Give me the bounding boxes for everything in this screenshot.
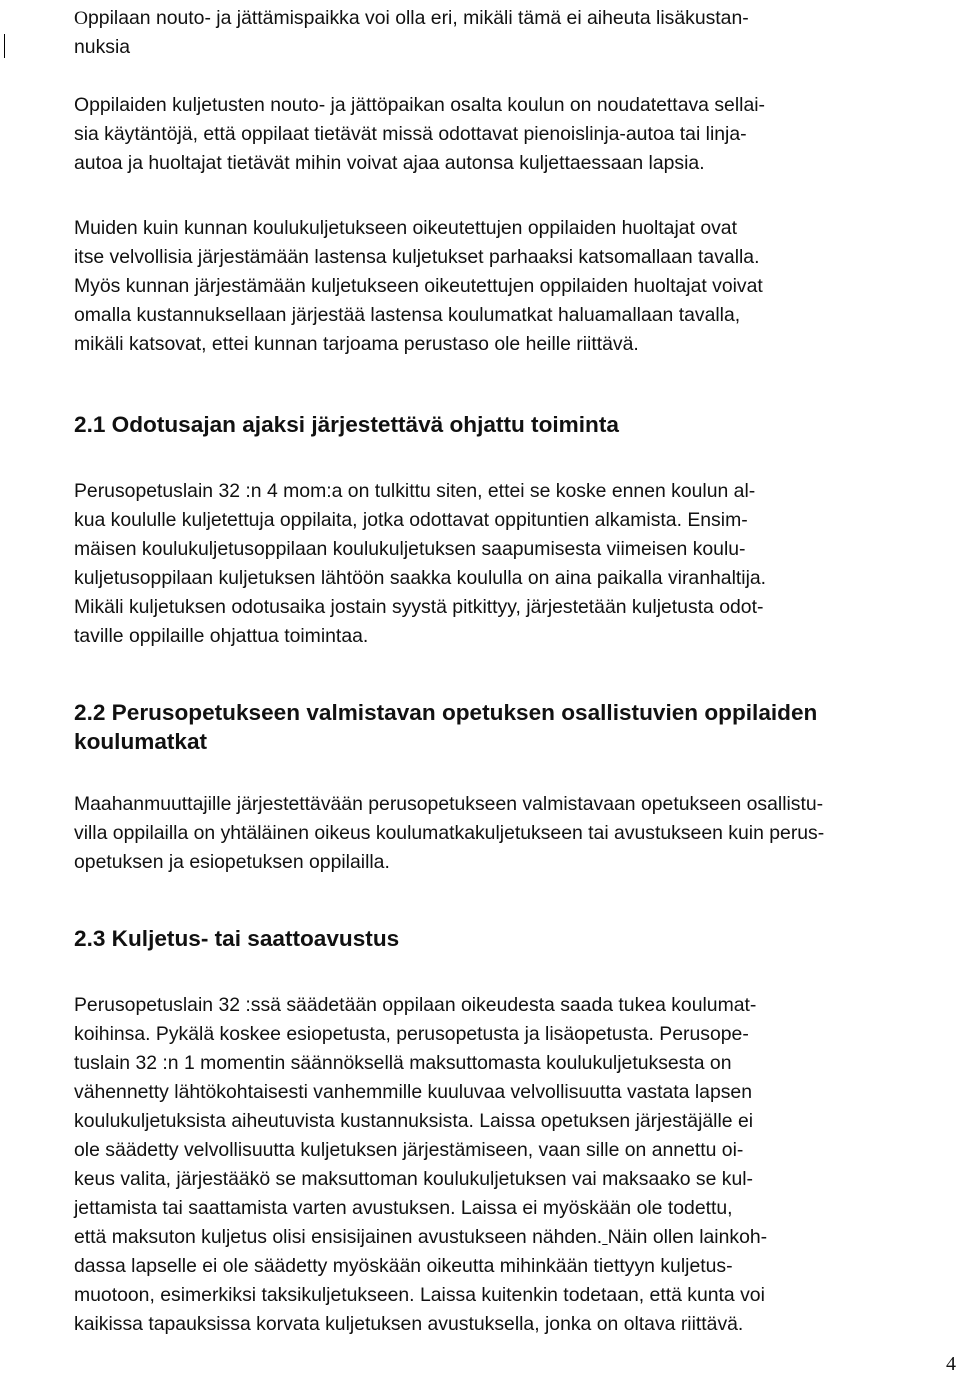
paragraph-line — [74, 4, 749, 33]
paragraph-line: mikäli katsovat, ettei kunnan tarjoama perustaso ole heille riittävä. — [74, 333, 639, 355]
section-heading-2-2 — [74, 698, 817, 756]
paragraph-line: tuslain 32 :n 1 momentin säännöksellä maksuttomasta koulukuljetuksesta on — [74, 1052, 732, 1074]
paragraph-line: mäisen koulukuljetusoppilaan koulukuljetuksen saapumisesta viimeisen koulu- — [74, 538, 746, 560]
paragraph-line: kua koululle kuljetettuja oppilaita, jotka odottavat oppituntien alkamista. Ensim- — [74, 509, 748, 531]
paragraph-waiting-time — [74, 477, 766, 651]
paragraph-line: sia käytäntöjä, että oppilaat tietävät missä odottavat pienoislinja-autoa tai linja- — [74, 123, 747, 145]
paragraph-line: jettamista tai saattamista varten avustuksen. Laissa ei myöskään ole todettu, — [74, 1197, 733, 1219]
line-text: että maksuton kuljetus olisi ensisijainen avustukseen nähden. — [74, 1226, 603, 1248]
paragraph-line: Muiden kuin kunnan koulukuljetukseen oikeutettujen oppilaiden huoltajat ovat — [74, 217, 737, 239]
heading-text: 2.1 Odotusajan ajaksi järjestettävä ohjattu toiminta — [74, 412, 619, 437]
paragraph-line: keus valita, järjestääkö se maksuttoman koulukuljetuksen vai maksaako se kul- — [74, 1168, 753, 1190]
revision-change-bar — [4, 34, 5, 58]
heading-text: koulumatkat — [74, 729, 208, 754]
paragraph-line: opetuksen ja esiopetuksen oppilailla. — [74, 851, 390, 873]
paragraph-line: villa oppilailla on yhtäläinen oikeus koulumatkakuljetukseen tai avustukseen kuin perus- — [74, 822, 825, 844]
paragraph-line: itse velvollisia järjestämään lastensa kuljetukset parhaaksi katsomallaan tavalla. — [74, 246, 760, 268]
paragraph-guardian-obligations — [74, 214, 763, 359]
paragraph-line: taville oppilaille ohjattua toimintaa. — [74, 625, 369, 647]
heading-text: 2.2 Perusopetukseen valmistavan opetuksen osallistuvien oppilaiden — [74, 700, 818, 725]
paragraph-line: Myös kunnan järjestämään kuljetukseen oikeutettujen oppilaiden huoltajat voivat — [74, 275, 763, 297]
paragraph-line: dassa lapselle ei ole säädetty myöskään oikeutta mihinkään tiettyyn kuljetus- — [74, 1255, 733, 1277]
paragraph-line — [74, 1223, 767, 1252]
paragraph-line: vähennetty lähtökohtaisesti vanhemmille kuuluvaa velvollisuutta vastata lapsen — [74, 1081, 752, 1103]
paragraph-line: koihinsa. Pykälä koskee esiopetusta, perusopetusta ja lisäopetusta. Perusope- — [74, 1023, 749, 1045]
paragraph-line: koulukuljetuksista aiheutuvista kustannuksista. Laissa opetuksen järjestäjälle ei — [74, 1110, 754, 1132]
paragraph-line: Perusopetuslain 32 :n 4 mom:a on tulkittu siten, ettei se koske ennen koulun al- — [74, 480, 756, 502]
section-heading-2-1 — [74, 410, 619, 439]
line-text: ppilaan nouto- ja jättämispaikka voi olla eri, mikäli tämä ei aiheuta lisäkustan- — [88, 7, 749, 29]
paragraph-line: kuljetusoppilaan kuljetuksen lähtöön saakka koululla on aina paikalla viranhaltija. — [74, 567, 767, 589]
paragraph-line: nuksia — [74, 36, 131, 58]
heading-text: 2.3 Kuljetus- tai saattoavustus — [74, 926, 400, 951]
page-number: 4 — [946, 1353, 956, 1375]
paragraph-pickup-dropoff — [74, 4, 749, 62]
paragraph-transport-allowance — [74, 991, 767, 1339]
paragraph-line: ole säädetty velvollisuutta kuljetuksen järjestämiseen, vaan sille on annettu oi- — [74, 1139, 744, 1161]
paragraph-line: autoa ja huoltajat tietävät mihin voivat ajaa autonsa kuljettaessaan lapsia. — [74, 152, 705, 174]
paragraph-line: Mikäli kuljetuksen odotusaika jostain syystä pitkittyy, järjestetään kuljetusta odot- — [74, 596, 764, 618]
paragraph-immigrant-pupils — [74, 790, 824, 877]
line-text: Näin ollen lainkoh- — [607, 1226, 768, 1248]
paragraph-line: kaikissa tapauksissa korvata kuljetuksen avustuksella, jonka on oltava riittävä. — [74, 1313, 744, 1335]
paragraph-line: omalla kustannuksellaan järjestää lastensa koulumatkat haluamallaan tavalla, — [74, 304, 741, 326]
paragraph-line: muotoon, esimerkiksi taksikuljetukseen. Laissa kuitenkin todetaan, että kunta voi — [74, 1284, 765, 1306]
paragraph-line: Oppilaiden kuljetusten nouto- ja jättöpaikan osalta koulun on noudatettava sellai- — [74, 94, 765, 116]
initial-letter: O — [74, 8, 89, 29]
paragraph-line: Perusopetuslain 32 :ssä säädetään oppilaan oikeudesta saada tukea koulumat- — [74, 994, 757, 1016]
paragraph-line: Maahanmuuttajille järjestettävään perusopetukseen valmistavaan opetukseen osallistu- — [74, 793, 824, 815]
paragraph-school-practices — [74, 91, 765, 178]
section-heading-2-3 — [74, 924, 399, 953]
